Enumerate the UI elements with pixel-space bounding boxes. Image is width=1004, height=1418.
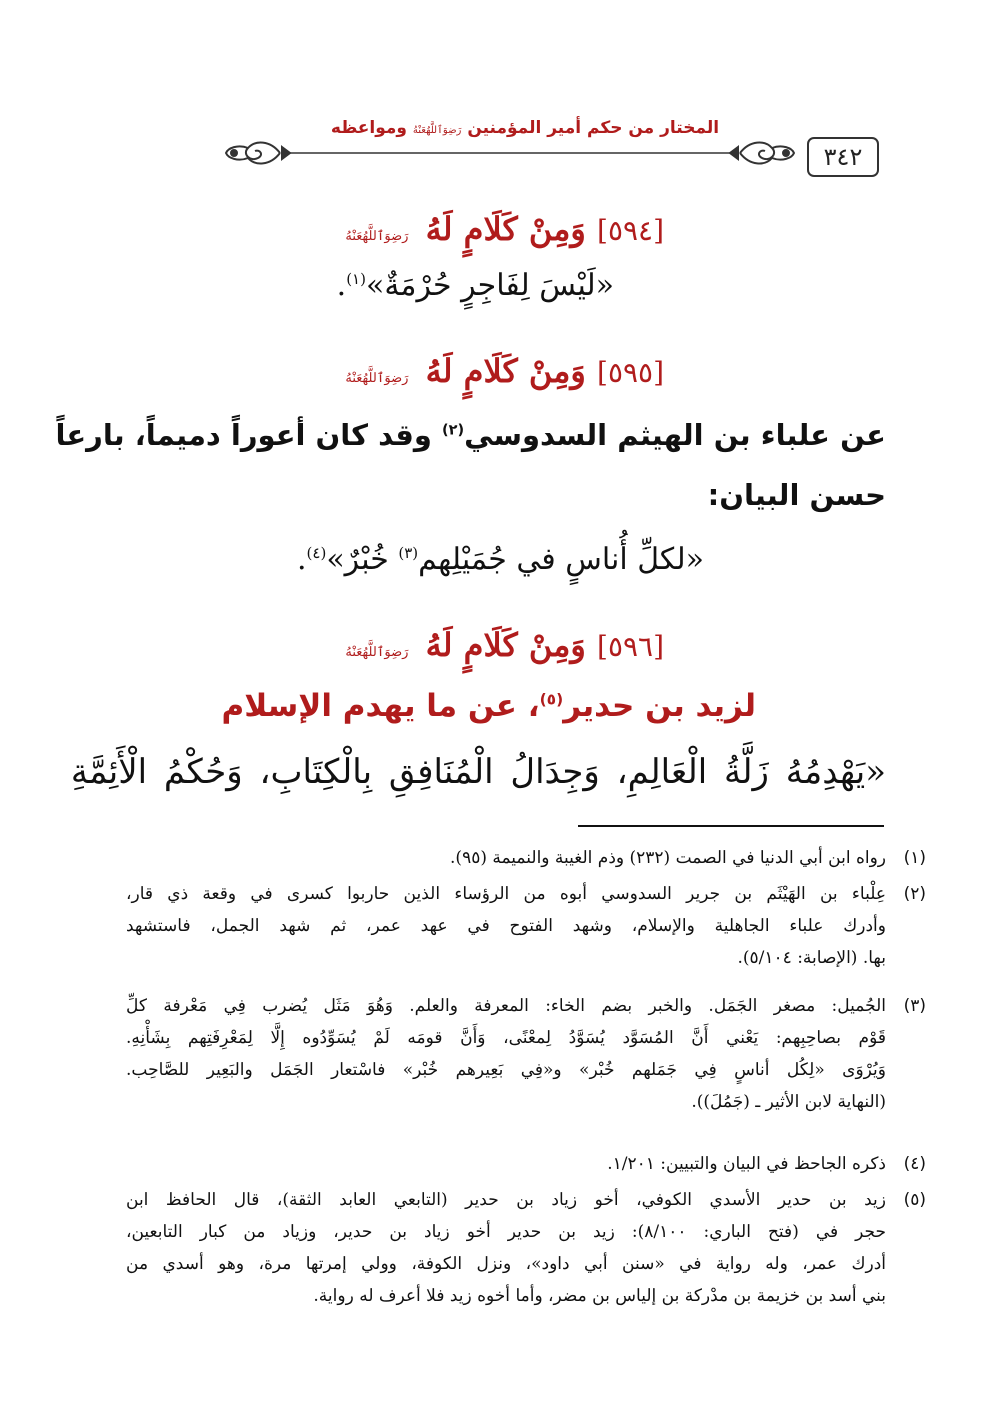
- section-honor: رَضِوَٱللَّهُعَنْهُ: [345, 371, 409, 386]
- running-title-suffix: ومواعظه: [330, 118, 407, 138]
- footnote-ref: (٣): [398, 544, 419, 562]
- footnote-line: زيد بن حدير الأسدي الكوفي، أخو زياد بن حدير (التابعي العابد الثقة)، قال الحافظ ابن: [126, 1190, 886, 1210]
- section-596-heading: [345, 626, 664, 664]
- footnote-ref: (٥): [539, 690, 564, 709]
- running-title-honor: رَضِوَٱللَّهُعَنْهُ: [412, 125, 462, 136]
- prose-text-cont: وقد كان أعوراً دميماً، بارعاً: [55, 418, 442, 452]
- footnote-line: الجُميل: مصغر الجَمَل. والخبر بضم الخاء: المعرفة والعلم. وَهُوَ مَثَل يُضرب فِي مَعْرفة كلِّ: [126, 996, 886, 1016]
- quote-text: «لكلِّ أُناسٍ في جُمَيْلِهم: [418, 542, 704, 577]
- section-number: [٥٩٤]: [597, 214, 664, 247]
- section-596-title: [222, 688, 756, 724]
- footnote-divider: [578, 825, 884, 827]
- footnote-number: (٣): [903, 996, 926, 1016]
- section-595-heading: [345, 352, 664, 390]
- footnote-line: بها. (الإصابة: ٥/١٠٤).: [737, 948, 886, 968]
- section-594-heading: [345, 210, 664, 248]
- section-595-prose-line-1: [55, 418, 886, 452]
- page-number: ٣٤٢: [823, 143, 863, 171]
- ornament-right-icon: [730, 143, 794, 164]
- quote-text: «يَهْدِمُهُ زَلَّةُ الْعَالِمِ، وَجِدَالُ الْمُنَافِقِ بِالْكِتَابِ، وَحُكْمُ الْأَئِمَّةِ: [70, 752, 886, 792]
- section-heading: وَمِنْ كَلَامٍ لَهُ: [425, 352, 586, 390]
- section-honor: رَضِوَٱللَّهُعَنْهُ: [345, 229, 409, 244]
- section-number: [٥٩٦]: [597, 630, 664, 663]
- footnote-line: قَوْم بصاحِبِهم: يَعْني أَنَّ المُسَوَّد يُسَوَّدُ لِمعْنًى، وَأَنَّ قومَه لَمْ يُسَوِّدُوه إِلَّا لِمَعْرِفَتِهم بِشَأْنِهِ.: [126, 1028, 886, 1048]
- section-honor: رَضِوَٱللَّهُعَنْهُ: [345, 645, 409, 660]
- quote-text-cont: خُبْرٌ»: [326, 542, 399, 577]
- quote-text: «لَيْسَ لِفَاجِرٍ حُرْمَةٌ»: [365, 268, 614, 303]
- footnote-4: [126, 1148, 926, 1180]
- footnote-number: (١): [903, 848, 926, 868]
- header-ornament: [220, 130, 800, 176]
- footnote-line: عِلْباء بن الهَيْثَم بن جرير السدوسي أبوه من الرؤساء الذين حاربوا كسرى في وقعة ذي قار،: [126, 884, 886, 904]
- footnote-line: وَيُرْوَى «لِكُل أناسٍ فِي جَمَلهم خُبْر» و«فِي بَعِيرهم خُبْر» فاسْتعار الجَمَل والبَعِير للصَّاحِب.: [126, 1060, 886, 1080]
- footnote-ref: (٤): [306, 544, 327, 562]
- prose-text: حسن البيان:: [707, 478, 886, 512]
- footnote-line: حجر في (فتح الباري: ٨/١٠٠): زيد بن حدير أخو زياد بن حدير، وزياد من كبار التابعين،: [126, 1222, 886, 1242]
- footnote-2: [126, 878, 926, 974]
- quote-end: .: [336, 268, 347, 303]
- running-title-text: المختار من حكم أمير المؤمنين: [467, 118, 720, 138]
- footnote-number: (٤): [903, 1154, 926, 1174]
- section-heading: وَمِنْ كَلَامٍ لَهُ: [425, 210, 586, 248]
- section-heading: وَمِنْ كَلَامٍ لَهُ: [425, 626, 586, 664]
- ornament-left-icon: [226, 143, 290, 164]
- section-596-quote: [71, 752, 886, 792]
- quote-end: .: [296, 542, 307, 577]
- footnote-1: [126, 842, 926, 874]
- page-number-box: [807, 137, 879, 177]
- footnote-number: (٢): [903, 884, 926, 904]
- section-595-prose-line-2: [708, 478, 886, 512]
- footnote-number: (٥): [903, 1190, 926, 1210]
- title-text: لزيد بن حدير: [563, 688, 756, 724]
- footnote-ref: (٢): [442, 422, 465, 439]
- prose-text: عن علباء بن الهيثم السدوسي: [464, 418, 886, 452]
- footnote-line: بني أسد بن خزيمة بن مدْركة بن إلياس بن مضر، وأما أخوه زيد فلا أعرف له رواية.: [313, 1286, 886, 1306]
- footnote-5: [126, 1184, 926, 1312]
- footnote-line: رواه ابن أبي الدنيا في الصمت (٢٣٢) وذم الغيبة والنميمة (٩٥).: [450, 848, 886, 868]
- section-594-quote: [337, 268, 614, 303]
- footnote-3: [126, 990, 926, 1118]
- footnote-line: أدرك عمر، وله رواية في «سنن أبي داود»، ونزل الكوفة، وولي إمرتها مرة، وهو أسدي من: [126, 1254, 886, 1274]
- footnote-ref: (١): [346, 270, 366, 288]
- footnote-line: ذكره الجاحظ في البيان والتبيين: ١/٢٠١.: [607, 1154, 886, 1174]
- footnote-line: (النهاية لابن الأثير ـ (جَمُلَ)).: [691, 1092, 886, 1112]
- footnote-line: وأدرك علباء الجاهلية والإسلام، وشهد الفتوح في عهد عمر، ثم شهد الجمل، فاستشهد: [126, 916, 886, 936]
- section-595-quote: [297, 542, 704, 577]
- section-number: [٥٩٥]: [597, 356, 664, 389]
- title-text-cont: ، عن ما يهدم الإسلام: [221, 688, 540, 724]
